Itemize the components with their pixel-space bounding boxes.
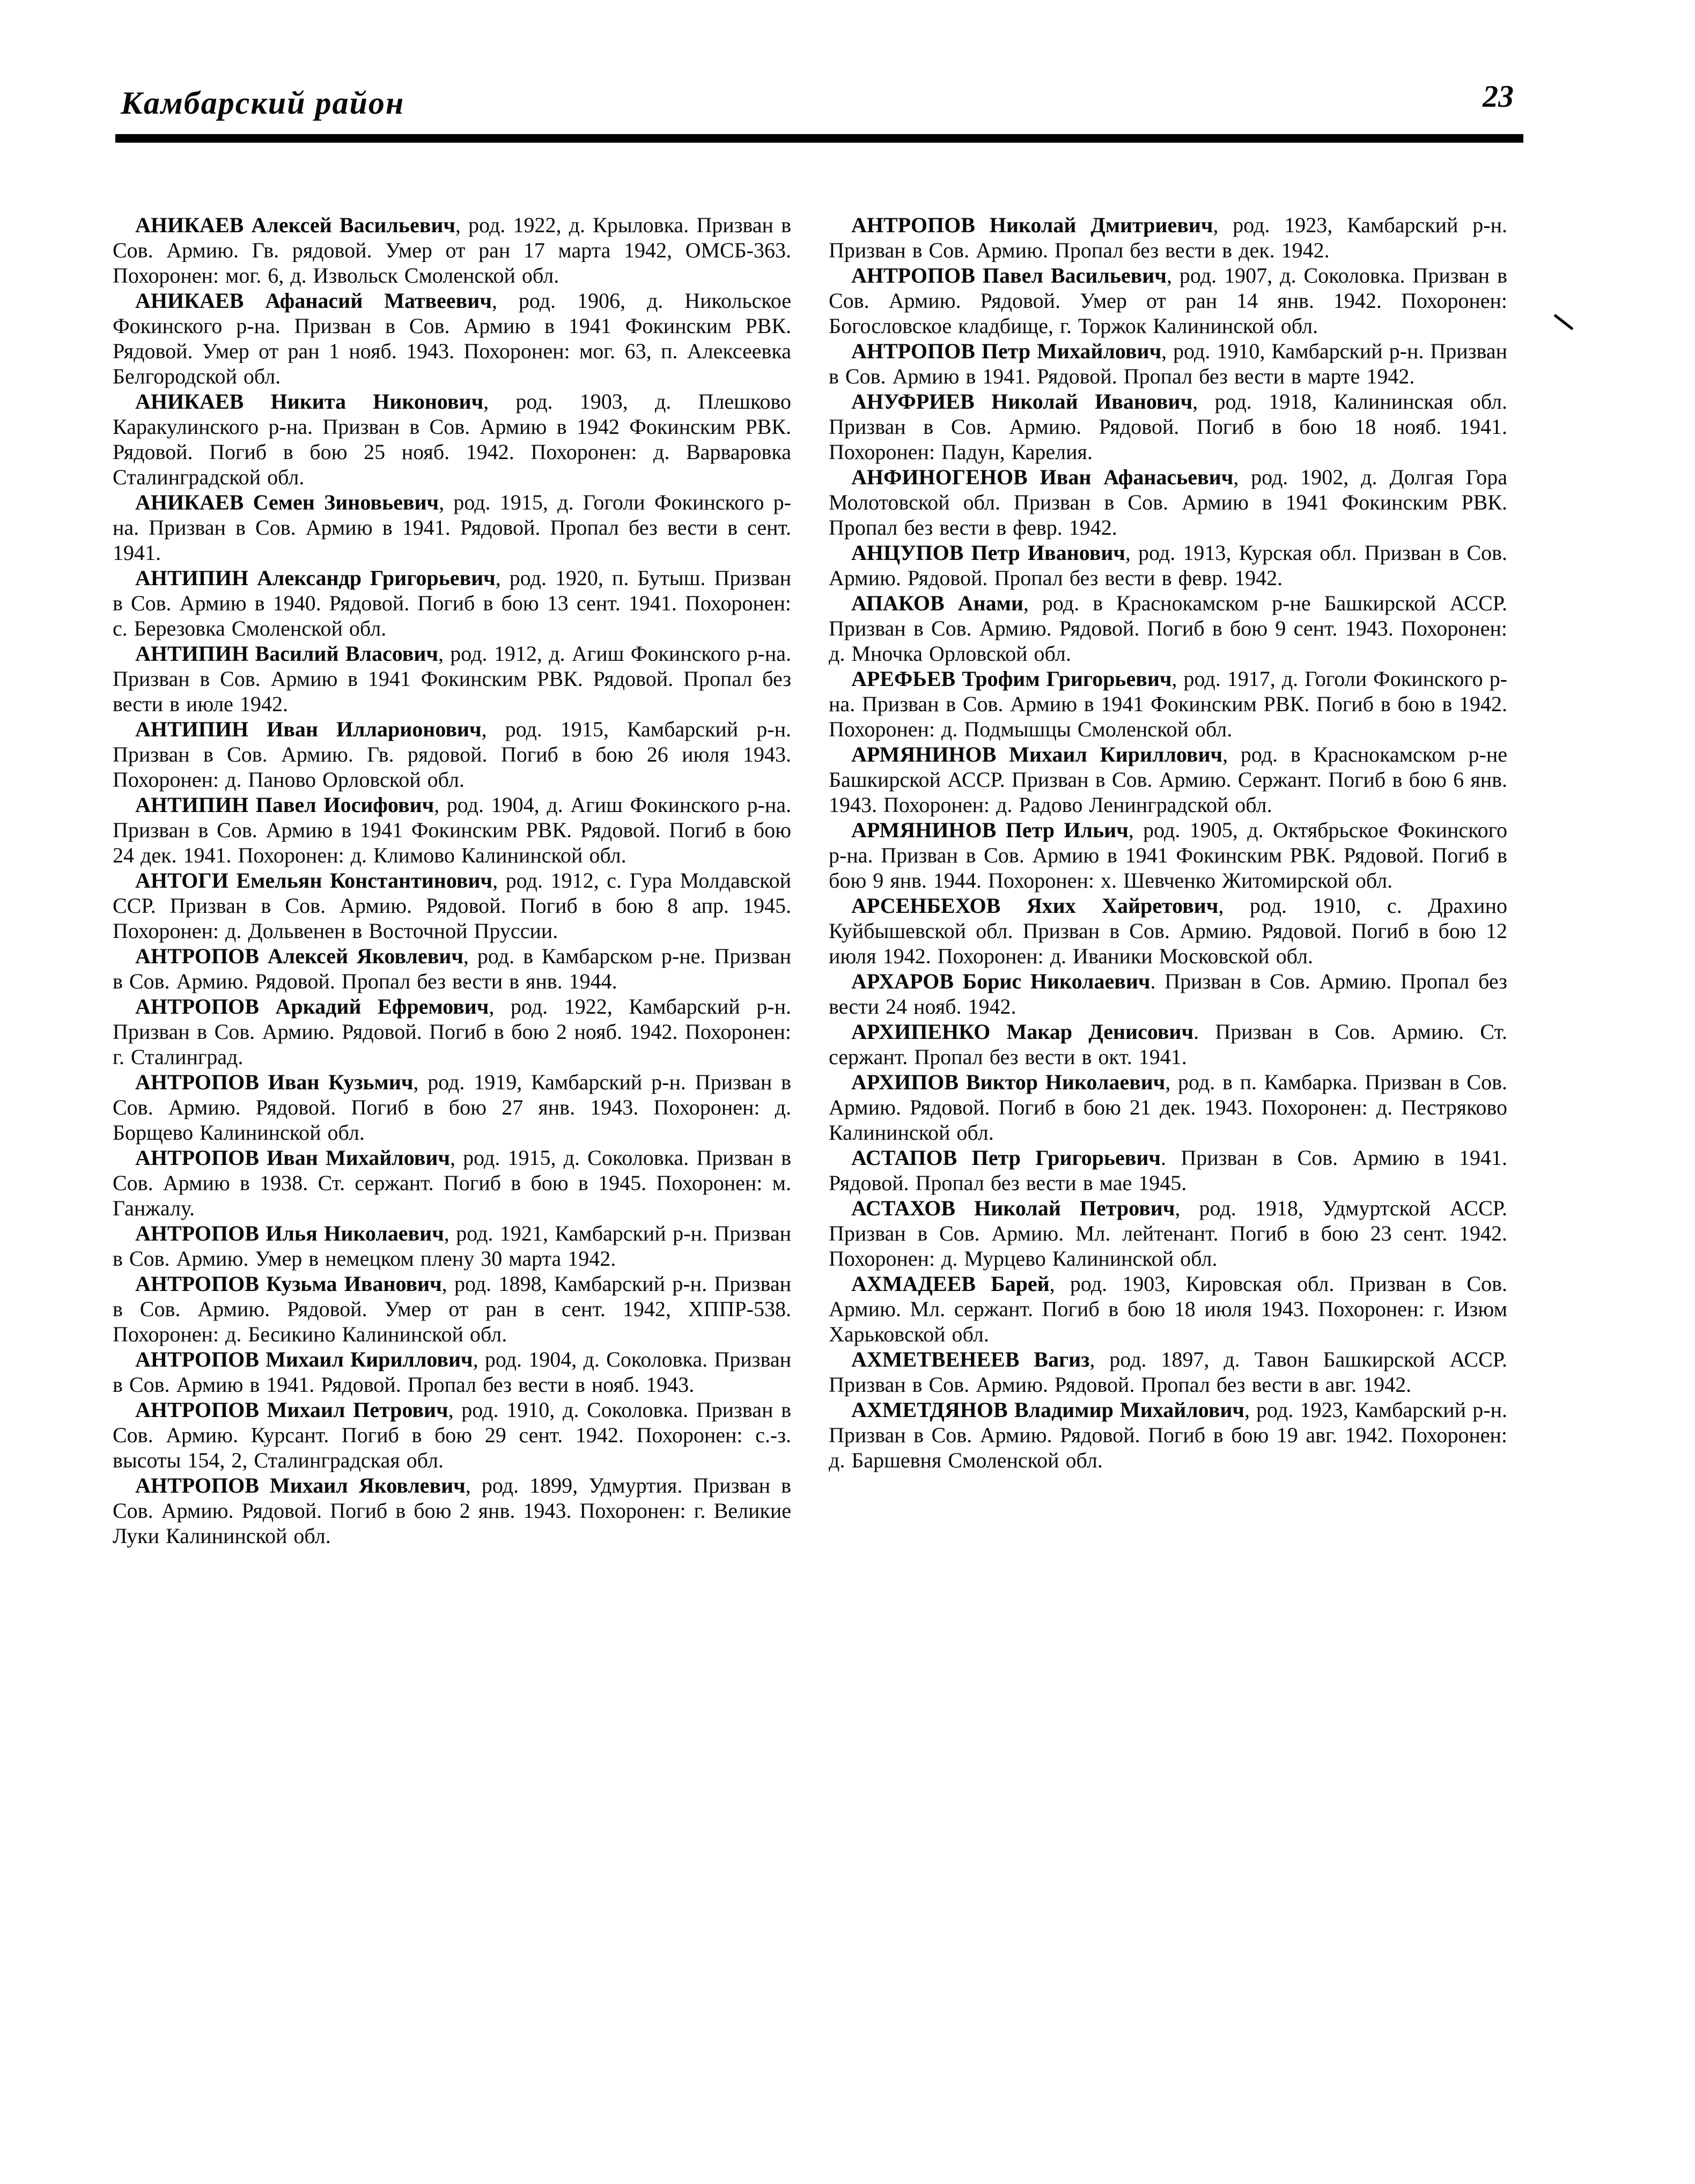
- entry-details: , род. 1910, д. Соколовка. Призван в Сов. Армию. Курсант. Погиб в бою 29 сент. 1942. Похоронен: с.-з. высоты 154, 2, Сталинградская обл.: [113, 1398, 791, 1472]
- memorial-entry: [113, 1271, 791, 1347]
- entry-name: АНТРОПОВ Николай Дмитриевич: [851, 213, 1213, 237]
- entry-details: , род. 1904, д. Агиш Фокинского р-на. Призван в Сов. Армию в 1941 Фокинским РВК. Рядовой. Погиб в бою 24 дек. 1941. Похоронен: д. Климово Калининской обл.: [113, 793, 792, 867]
- memorial-entry: [829, 1145, 1507, 1196]
- entry-name: АНТРОПОВ Иван Кузьмич: [135, 1070, 414, 1094]
- memorial-entry: [829, 1069, 1507, 1145]
- entry-name: АРХАРОВ Борис Николаевич: [851, 969, 1151, 993]
- memorial-entry: [829, 1397, 1507, 1473]
- memorial-entry: [113, 994, 791, 1069]
- page-header: [115, 79, 1523, 133]
- memorial-entry: [829, 540, 1507, 591]
- memorial-entry: [113, 641, 791, 717]
- entry-details: , род. в Краснокамском р-не Башкирской АССР. Призван в Сов. Армию. Рядовой. Погиб в бою 9 сент. 1943. Похоронен: д. Мночка Орловской обл.: [829, 591, 1507, 666]
- entry-name: АРМЯНИНОВ Петр Ильич: [851, 818, 1129, 842]
- entry-name: АНЦУПОВ Петр Иванович: [851, 541, 1125, 565]
- entry-name: АХМАДЕЕВ Барей: [851, 1272, 1050, 1296]
- entry-name: АРСЕНБЕХОВ Яхих Хайретович: [851, 894, 1219, 918]
- entry-details: , род. 1915, Камбарский р-н. Призван в Сов. Армию. Гв. рядовой. Погиб в бою 26 июля 1943. Похоронен: д. Паново Орловской обл.: [113, 717, 791, 792]
- entry-details: . Призван в Сов. Армию. Пропал без вести 24 нояб. 1942.: [829, 969, 1507, 1019]
- header-rule: [115, 134, 1523, 143]
- entry-name: АРХИПЕНКО Макар Денисович: [851, 1020, 1194, 1044]
- entry-details: , род. 1905, д. Октябрьское Фокинского р-на. Призван в Сов. Армию в 1941 Фокинским РВК. Рядовой. Погиб в бою 9 янв. 1944. Похоронен: х. Шевченко Житомирской обл.: [829, 818, 1507, 892]
- memorial-entry: [829, 1347, 1507, 1397]
- entry-details: , род. 1922, д. Крыловка. Призван в Сов. Армию. Гв. рядовой. Умер от ран 17 марта 1942, ОМСБ-363. Похоронен: мог. 6, д. Извольск Смоленской обл.: [113, 213, 791, 287]
- memorial-entry: [829, 666, 1507, 742]
- entry-details: , род. 1898, Камбарский р-н. Призван в Сов. Армию. Рядовой. Умер от ран в сент. 1942, ХППР-538. Похоронен: д. Бесикино Калининской обл.: [113, 1272, 791, 1346]
- entry-name: АНТРОПОВ Михаил Кириллович: [135, 1347, 473, 1371]
- memorial-entry: [829, 742, 1507, 817]
- entry-name: АПАКОВ Анами: [851, 591, 1023, 615]
- memorial-entry: [113, 792, 791, 868]
- left-column: [113, 212, 791, 1548]
- text-columns: [113, 212, 1507, 1548]
- entry-details: , род. 1923, Камбарский р-н. Призван в Сов. Армию. Рядовой. Погиб в бою 19 авг. 1942. Похоронен: д. Баршевня Смоленской обл.: [829, 1398, 1508, 1472]
- entry-name: АНТИПИН Иван Илларионович: [135, 717, 482, 741]
- entry-name: АНТИПИН Василий Власович: [135, 641, 438, 666]
- entry-name: АНТИПИН Александр Григорьевич: [135, 566, 496, 590]
- entry-name: АНТРОПОВ Павел Васильевич: [851, 263, 1167, 287]
- entry-name: АРХИПОВ Виктор Николаевич: [851, 1070, 1166, 1094]
- entry-details: , род. 1913, Курская обл. Призван в Сов. Армию. Рядовой. Пропал без вести в февр. 1942.: [829, 541, 1507, 590]
- entry-details: , род. 1915, д. Гоголи Фокинского р-на. Призван в Сов. Армию в 1941. Рядовой. Пропал без вести в сент. 1941.: [113, 490, 791, 565]
- memorial-entry: [829, 464, 1507, 540]
- entry-details: . Призван в Сов. Армию в 1941. Рядовой. Пропал без вести в мае 1945.: [829, 1146, 1508, 1195]
- entry-details: , род. 1907, д. Соколовка. Призван в Сов. Армию. Рядовой. Умер от ран 14 янв. 1942. Похоронен: Богословское кладбище, г. Торжок Калининской обл.: [829, 263, 1507, 338]
- entry-name: АНТРОПОВ Кузьма Иванович: [135, 1272, 442, 1296]
- memorial-entry: [113, 490, 791, 565]
- memorial-entry: [113, 1221, 791, 1271]
- memorial-entry: [113, 1473, 791, 1548]
- entry-name: АНИКАЕВ Афанасий Матвеевич: [135, 289, 492, 313]
- entry-details: , род. 1922, Камбарский р-н. Призван в Сов. Армию. Рядовой. Погиб в бою 2 нояб. 1942. Похоронен: г. Сталинград.: [113, 994, 791, 1069]
- entry-details: , род. 1919, Камбарский р-н. Призван в Сов. Армию. Рядовой. Погиб в бою 27 янв. 1943. Похоронен: д. Борщево Калининской обл.: [113, 1070, 791, 1145]
- entry-name: АНТРОПОВ Илья Николаевич: [135, 1221, 444, 1245]
- entry-details: , род. 1897, д. Тавон Башкирской АССР. Призван в Сов. Армию. Рядовой. Пропал без вести в авг. 1942.: [829, 1347, 1508, 1397]
- memorial-entry: [113, 1397, 791, 1473]
- right-column: [829, 212, 1507, 1548]
- memorial-entry: [829, 212, 1507, 263]
- entry-name: АНТРОПОВ Петр Михайлович: [851, 339, 1162, 363]
- entry-name: АСТАПОВ Петр Григорьевич: [851, 1146, 1161, 1170]
- entry-details: , род. 1912, с. Гура Молдавской ССР. Призван в Сов. Армию. Рядовой. Погиб в бою 8 апр. 1945. Похоронен: д. Дольвенен в Восточной Пруссии.: [113, 868, 791, 943]
- memorial-entry: [829, 1019, 1507, 1069]
- entry-details: , род. в Краснокамском р-не Башкирской АССР. Призван в Сов. Армию. Сержант. Погиб в бою 6 янв. 1943. Похоронен: д. Радово Ленинградской обл.: [829, 742, 1508, 817]
- memorial-entry: [829, 1196, 1507, 1271]
- entry-details: , род. 1899, Удмуртия. Призван в Сов. Армию. Рядовой. Погиб в бою 2 янв. 1943. Похоронен: г. Великие Луки Калининской обл.: [113, 1473, 792, 1548]
- memorial-entry: [829, 263, 1507, 338]
- entry-name: АНТРОПОВ Михаил Петрович: [135, 1398, 448, 1422]
- entry-name: АНИКАЕВ Никита Никонович: [135, 389, 484, 414]
- memorial-entry: [829, 389, 1507, 464]
- page-number: 23: [1483, 79, 1514, 114]
- entry-details: , род. 1903, д. Плешково Каракулинского р-на. Призван в Сов. Армию в 1942 Фокинским РВК. Рядовой. Погиб в бою 25 нояб. 1942. Похоронен: д. Варваровка Сталинградской обл.: [113, 389, 791, 489]
- entry-details: , род. в п. Камбарка. Призван в Сов. Армию. Рядовой. Погиб в бою 21 дек. 1943. Похоронен: д. Пестряково Калининской обл.: [829, 1070, 1507, 1145]
- entry-name: АХМЕТВЕНЕЕВ Вагиз: [851, 1347, 1090, 1371]
- entry-details: , род. 1903, Кировская обл. Призван в Сов. Армию. Мл. сержант. Погиб в бою 18 июля 1943. Похоронен: г. Изюм Харьковской обл.: [829, 1272, 1507, 1346]
- memorial-entry: [113, 1069, 791, 1145]
- entry-name: АНФИНОГЕНОВ Иван Афанасьевич: [851, 465, 1234, 489]
- memorial-entry: [113, 943, 791, 994]
- entry-name: АНУФРИЕВ Николай Иванович: [851, 389, 1193, 414]
- entry-details: , род. 1923, Камбарский р-н. Призван в Сов. Армию. Пропал без вести в дек. 1942.: [829, 213, 1508, 262]
- entry-details: , род. 1906, д. Никольское Фокинского р-на. Призван в Сов. Армию в 1941 Фокинским РВК. Рядовой. Умер от ран 1 нояб. 1943. Похоронен: мог. 63, п. Алексеевка Белгородской обл.: [113, 289, 792, 388]
- entry-name: АНТОГИ Емельян Константинович: [135, 868, 493, 892]
- entry-name: АНИКАЕВ Семен Зиновьевич: [135, 490, 439, 514]
- entry-details: , род. 1904, д. Соколовка. Призван в Сов. Армию в 1941. Рядовой. Пропал без вести в нояб. 1943.: [113, 1347, 791, 1397]
- memorial-entry: [113, 389, 791, 490]
- entry-name: АРЕФЬЕВ Трофим Григорьевич: [851, 667, 1172, 691]
- memorial-entry: [113, 288, 791, 389]
- memorial-entry: [829, 338, 1507, 389]
- memorial-entry: [113, 212, 791, 288]
- running-title: Камбарский район: [121, 85, 405, 121]
- memorial-entry: [113, 868, 791, 943]
- entry-name: АНТРОПОВ Михаил Яковлевич: [135, 1473, 466, 1497]
- memorial-entry: [113, 717, 791, 792]
- entry-details: . Призван в Сов. Армию. Ст. сержант. Пропал без вести в окт. 1941.: [829, 1020, 1508, 1069]
- memorial-entry: [829, 1271, 1507, 1347]
- entry-details: , род. 1912, д. Агиш Фокинского р-на. Призван в Сов. Армию в 1941 Фокинским РВК. Рядовой. Пропал без вести в июле 1942.: [113, 641, 791, 716]
- memorial-entry: [113, 1347, 791, 1397]
- memorial-entry: [829, 817, 1507, 893]
- entry-name: АНТРОПОВ Иван Михайлович: [135, 1146, 450, 1170]
- entry-name: АНИКАЕВ Алексей Васильевич: [135, 213, 455, 237]
- entry-name: АНТРОПОВ Аркадий Ефремович: [135, 994, 489, 1019]
- entry-name: АХМЕТДЯНОВ Владимир Михайлович: [851, 1398, 1244, 1422]
- memorial-entry: [829, 893, 1507, 969]
- entry-name: АСТАХОВ Николай Петрович: [851, 1196, 1175, 1220]
- entry-details: , род. 1918, Удмуртской АССР. Призван в Сов. Армию. Мл. лейтенант. Погиб в бою 23 сент. 1942. Похоронен: д. Мурцево Калининской обл.: [829, 1196, 1507, 1271]
- entry-name: АРМЯНИНОВ Михаил Кириллович: [851, 742, 1223, 766]
- entry-details: , род. 1918, Калининская обл. Призван в Сов. Армию. Рядовой. Погиб в бою 18 нояб. 1941. Похоронен: Падун, Карелия.: [829, 389, 1508, 464]
- entry-details: , род. 1902, д. Долгая Гора Молотовской обл. Призван в Сов. Армию в 1941 Фокинским РВК. Пропал без вести в февр. 1942.: [829, 465, 1507, 540]
- entry-details: , род. 1917, д. Гоголи Фокинского р-на. Призван в Сов. Армию в 1941 Фокинским РВК. Погиб в бою в 1942. Похоронен: д. Подмышцы Смоленской обл.: [829, 667, 1507, 741]
- entry-details: , род. в Камбарском р-не. Призван в Сов. Армию. Рядовой. Пропал без вести в янв. 1944.: [113, 944, 791, 993]
- memorial-entry: [829, 591, 1507, 666]
- entry-name: АНТРОПОВ Алексей Яковлевич: [135, 944, 463, 968]
- scan-artifact: [1553, 314, 1574, 330]
- entry-details: , род. 1920, п. Бутыш. Призван в Сов. Армию в 1940. Рядовой. Погиб в бою 13 сент. 1941. Похоронен: с. Березовка Смоленской обл.: [113, 566, 791, 640]
- memorial-entry: [829, 969, 1507, 1019]
- entry-details: , род. 1910, с. Драхино Куйбышевской обл. Призван в Сов. Армию. Рядовой. Погиб в бою 12 июля 1942. Похоронен: д. Иваники Московской обл.: [829, 894, 1507, 968]
- memorial-entry: [113, 565, 791, 641]
- entry-details: , род. 1915, д. Соколовка. Призван в Сов. Армию в 1938. Ст. сержант. Погиб в бою в 1945. Похоронен: м. Ганжалу.: [113, 1146, 791, 1220]
- entry-details: , род. 1921, Камбарский р-н. Призван в Сов. Армию. Умер в немецком плену 30 марта 1942.: [113, 1221, 791, 1271]
- entry-details: , род. 1910, Камбарский р-н. Призван в Сов. Армию в 1941. Рядовой. Пропал без вести в марте 1942.: [829, 339, 1507, 388]
- memorial-entry: [113, 1145, 791, 1221]
- entry-name: АНТИПИН Павел Иосифович: [135, 793, 434, 817]
